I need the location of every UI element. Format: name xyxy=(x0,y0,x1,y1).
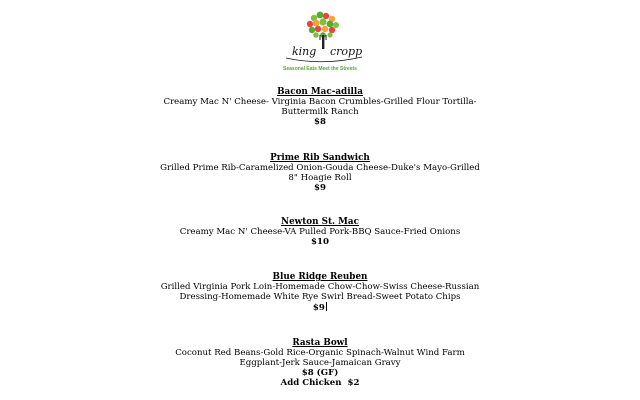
menu-item xyxy=(160,338,480,388)
text-cursor xyxy=(326,302,327,311)
item-description: Creamy Mac N' Cheese-VA Pulled Pork-BBQ Sauce-Fried Onions xyxy=(179,227,461,237)
item-name: Newton St. Mac xyxy=(281,217,359,227)
item-description: Grilled Prime Rib-Caramelized Onion-Gouda Cheese-Duke's Mayo-Grilled 8" Hoagie Roll xyxy=(160,163,480,183)
menu-item xyxy=(160,217,480,247)
item-price: $8 xyxy=(314,117,326,127)
item-price xyxy=(160,302,480,313)
item-price: $9 xyxy=(314,183,326,193)
item-name: Blue Ridge Reuben xyxy=(272,272,368,282)
item-description: Creamy Mac N' Cheese- Virginia Bacon Crumbles-Grilled Flour Tortilla-Buttermilk Ranch xyxy=(163,97,477,117)
tagline: Seasonal Eats Meet the Streets xyxy=(283,66,357,72)
logo xyxy=(278,10,368,72)
item-price: $8 (GF) xyxy=(301,368,339,378)
item-description: Grilled Virginia Pork Loin-Homemade Chow-Chow-Swiss Cheese-Russian Dressing-Homemade White Rye Swirl Bread-Sweet Potato Chips xyxy=(160,282,480,302)
item-price-value: $9 xyxy=(312,303,325,313)
menu-item xyxy=(160,153,480,193)
item-name: Bacon Mac-adilla xyxy=(277,87,363,97)
item-description: Coconut Red Beans-Gold Rice-Organic Spinach-Walnut Wind Farm Eggplant-Jerk Sauce-Jamaican Gravy xyxy=(175,348,465,368)
item-name: Rasta Bowl xyxy=(292,338,348,348)
item-price: $10 xyxy=(311,237,329,247)
menu-item xyxy=(160,272,480,313)
svg-text:cropp: cropp xyxy=(330,45,363,58)
item-addon: Add Chicken $2 xyxy=(280,378,360,388)
menu-item xyxy=(160,87,480,127)
svg-text:king: king xyxy=(292,45,317,58)
item-name: Prime Rib Sandwich xyxy=(270,153,370,163)
tree-logo-icon xyxy=(278,10,368,66)
